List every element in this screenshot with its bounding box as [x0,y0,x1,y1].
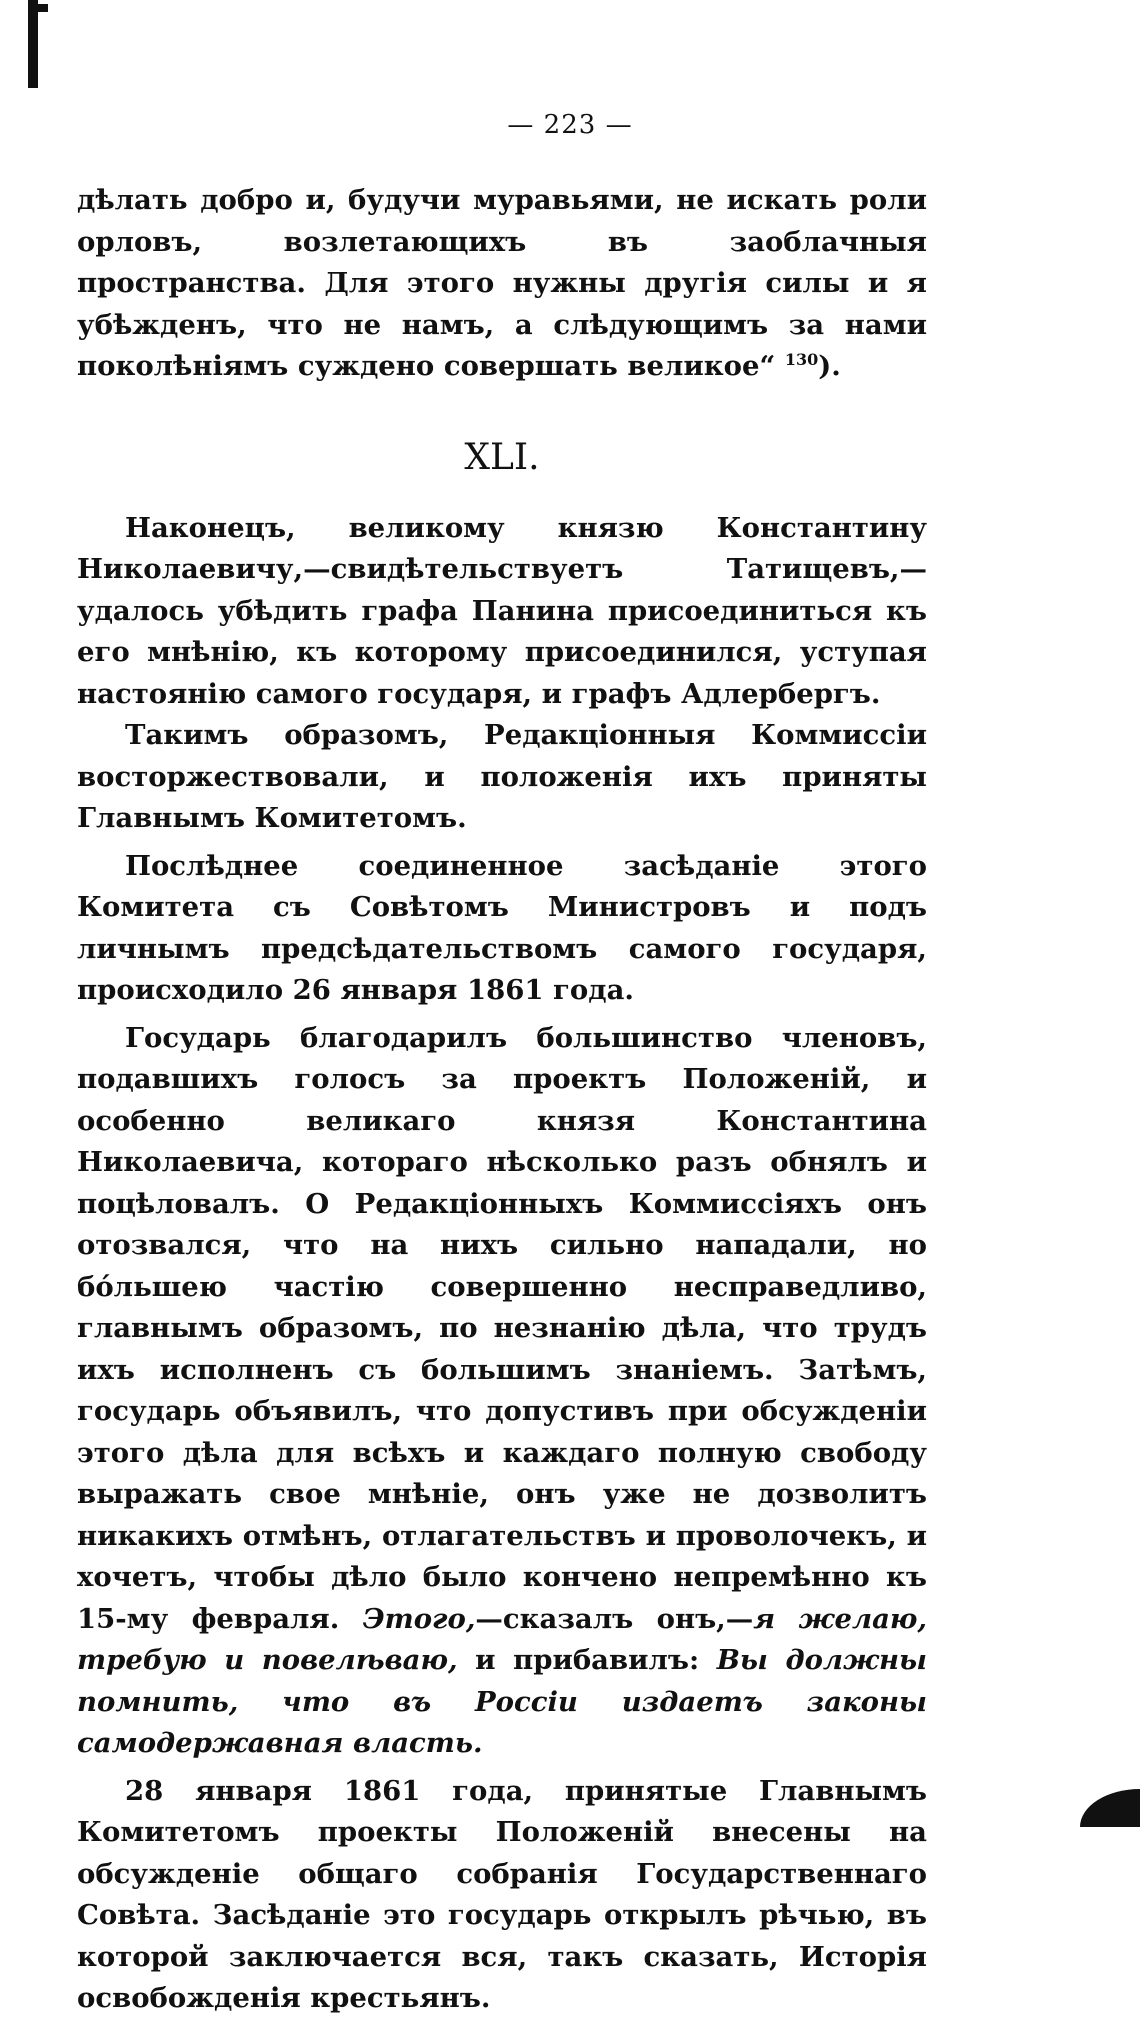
paragraph: Такимъ образомъ, Редакціонныя Коммиссіи восторжествовали, и положенія ихъ приняты Главнымъ Комитетомъ. [77,719,927,834]
scan-edge-mark [28,0,38,88]
paragraph: Наконецъ, великому князю Константину Николаевичу,—свидѣтельствуетъ Татищевъ,—удалось убѣдить графа Панина присоединиться къ его мнѣнію, къ которому присоединился, уступая настоянію самого государя, и графъ Адлербергъ. [77,511,927,710]
quote-italic: я желаю, требую и повелѣваю, [77,1602,927,1676]
footnote-reference: 130 [784,349,819,369]
chapter-heading: XLI. [464,436,540,478]
quote-italic: Вы должны помнить, что въ Россіи издаетъ законы самодержавная власть. [77,1644,927,1759]
page-number: — 223 — [507,110,633,140]
quote-attribution: и прибавилъ: [457,1644,717,1676]
paragraph: Послѣднее соединенное засѣданіе этого Комитета съ Совѣтомъ Министровъ и подъ личнымъ предсѣдательствомъ самого государя, происходило 26 января 1861 года. [77,849,927,1006]
page-body [77,180,927,2020]
scan-edge-mark-top [28,4,48,12]
paragraph-continuation [77,180,927,388]
paragraph: 28 января 1861 года, принятые Главнымъ Комитетомъ проекты Положеній внесены на обсужденіе общаго собранія Государственнаго Совѣта. Засѣданіе это государь открылъ рѣчью, въ которой заключается вся, такъ сказать, Исторія освобожденія крестьянъ. [77,1774,927,2014]
paragraph-tail: ). [818,350,841,382]
paragraph-text: Государь благодарилъ большинство членовъ, подавшихъ голосъ за проектъ Положеній, и особенно великаго князя Константина Николаевича, котораго нѣсколько разъ обнялъ и поцѣловалъ. О Редакціонныхъ Коммиссіяхъ онъ отозвался, что на нихъ сильно нападали, но бóльшею частію совершенно несправедливо, главнымъ образомъ, по незнанію дѣла, что трудъ ихъ исполненъ съ большимъ знаніемъ. Затѣмъ, государь объявилъ, что допустивъ при обсужденіи этого дѣла для всѣхъ и каждаго полную свободу выражать свое мнѣніе, онъ уже не дозволитъ никакихъ отмѣнъ, отлагательствъ и проволочекъ, и хочетъ, чтобы дѣло было кончено непремѣнно къ 15-му февраля. [77,1021,927,1635]
paragraph-text: дѣлать добро и, будучи муравьями, не искать роли орловъ, возлетающихъ въ заоблачныя пространства. Для этого нужны другія силы и я убѣжденъ, что не намъ, а слѣдующимъ за нами поколѣніямъ суждено совершать великое“ [77,184,927,382]
scan-corner-mark [1080,1789,1140,1827]
quote-italic: Этого, [362,1602,476,1635]
paragraph [77,1018,927,1765]
quote-attribution: —сказалъ онъ,— [475,1602,754,1635]
